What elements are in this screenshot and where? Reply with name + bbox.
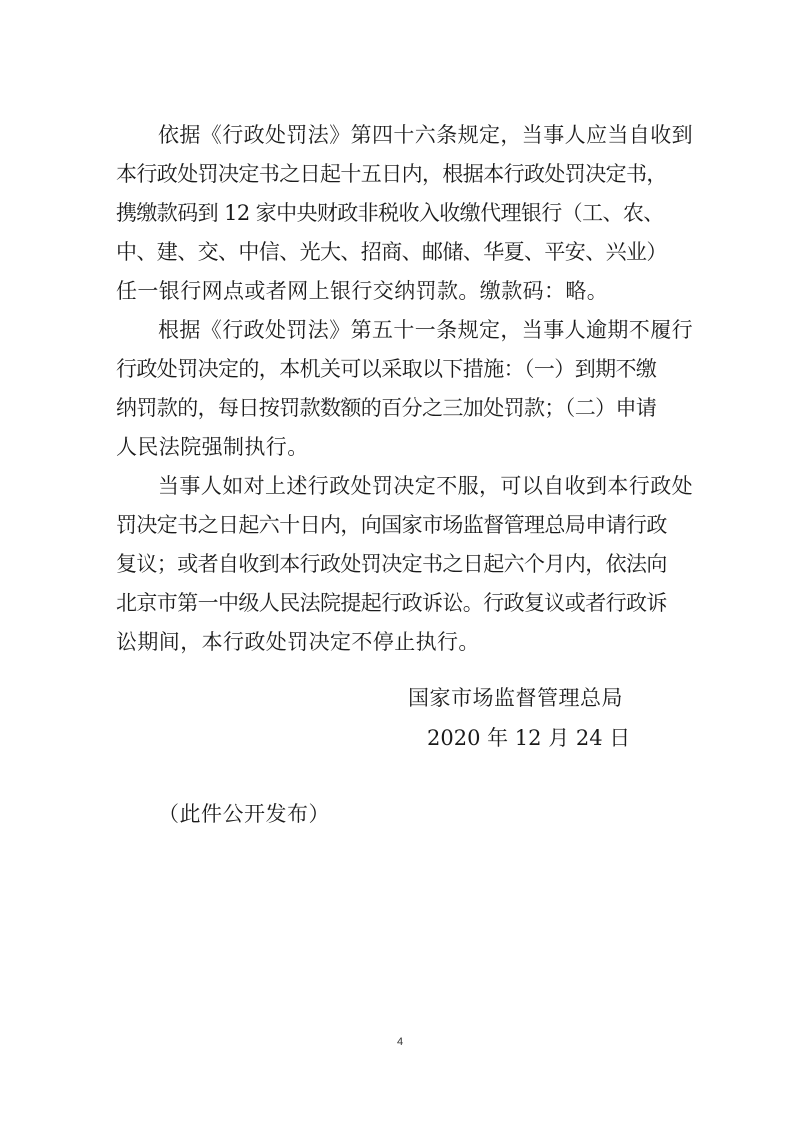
paragraph-line: 依据《行政处罚法》第四十六条规定，当事人应当自收到 [158,123,693,147]
paragraph-line: 中、建、交、中信、光大、招商、邮储、华夏、平安、兴业） [116,240,667,264]
paragraph-line: 本行政处罚决定书之日起十五日内，根据本行政处罚决定书， [116,162,667,186]
paragraph-line: 任一银行网点或者网上银行交纳罚款。缴款码：略。 [116,279,609,303]
paragraph-appeal-rights [116,467,696,662]
paragraph-line: 当事人如对上述行政处罚决定不服，可以自收到本行政处 [158,474,693,498]
paragraph-line: 纳罚款的，每日按罚款数额的百分之三加处罚款；（二）申请 [116,396,657,420]
publication-note: （此件公开发布） [158,802,330,826]
paragraph-overdue-measures [116,311,696,467]
paragraph-line: 罚决定书之日起六十日内，向国家市场监督管理总局申请行政 [116,513,667,537]
paragraph-line: 人民法院强制执行。 [116,435,309,459]
page-number: 4 [396,1036,404,1048]
paragraph-payment-instructions [116,116,696,311]
paragraph-line: 根据《行政处罚法》第五十一条规定，当事人逾期不履行 [158,318,693,342]
signature-organization: 国家市场监督管理总局 [408,686,623,710]
paragraph-line: 北京市第一中级人民法院提起行政诉讼。行政复议或者行政诉 [116,591,667,615]
paragraph-line: 行政处罚决定的，本机关可以采取以下措施：（一）到期不缴 [116,357,657,381]
paragraph-line: 讼期间，本行政处罚决定不停止执行。 [116,630,480,654]
signature-date: 2020 年 12 月 24 日 [427,726,631,750]
paragraph-line: 携缴款码到 12 家中央财政非税收入收缴代理银行（工、农、 [116,201,664,225]
paragraph-line: 复议；或者自收到本行政处罚决定书之日起六个月内，依法向 [116,552,667,576]
document-body [116,116,696,662]
